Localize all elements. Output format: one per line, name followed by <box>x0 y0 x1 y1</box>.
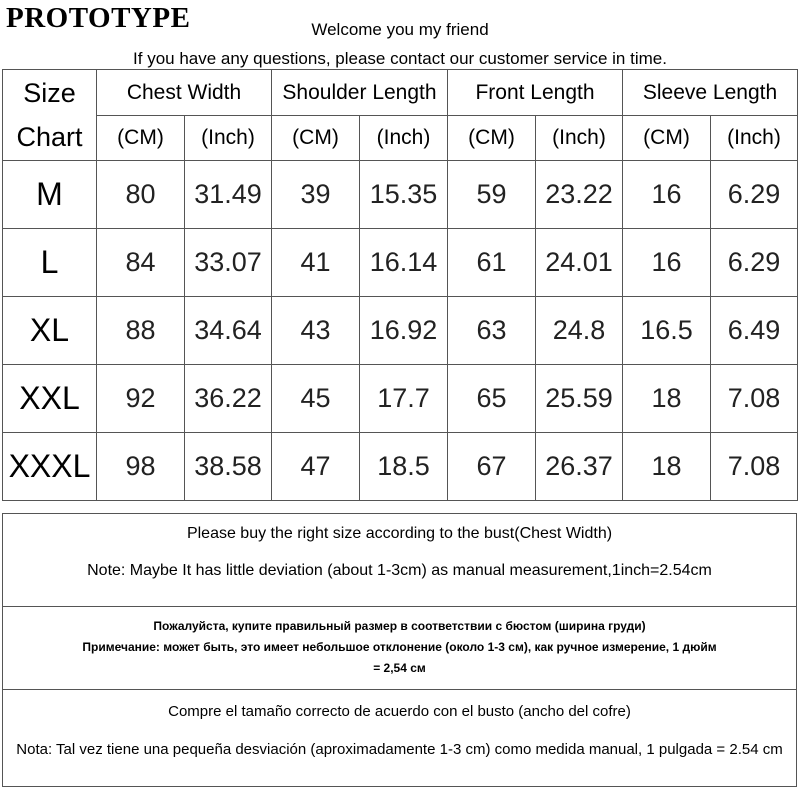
measurement-cell: 17.7 <box>360 365 448 433</box>
unit-inch: (Inch) <box>185 116 272 161</box>
size-label: XXL <box>3 365 97 433</box>
note-russian-line2: Примечание: может быть, это имеет небольшое отклонение (около 1-3 см), как ручное измерение, 1 дюйм <box>82 640 717 654</box>
unit-cm: (CM) <box>623 116 711 161</box>
measurement-cell: 18 <box>623 365 711 433</box>
note-english-line1: Please buy the right size according to the bust(Chest Width) <box>186 525 613 542</box>
measurement-cell: 92 <box>97 365 185 433</box>
measurement-cell: 63 <box>448 297 536 365</box>
measurement-cell: 84 <box>97 229 185 297</box>
table-row <box>3 297 798 365</box>
measurement-cell: 18 <box>623 433 711 501</box>
size-chart-table <box>2 69 798 501</box>
measurement-cell: 43 <box>272 297 360 365</box>
header-row-units <box>3 116 798 161</box>
note-spanish-line1: Compre el tamaño correcto de acuerdo con el busto (ancho del cofre) <box>168 703 631 720</box>
welcome-text: Welcome you my friend <box>311 20 489 39</box>
unit-cm: (CM) <box>272 116 360 161</box>
measurement-cell: 88 <box>97 297 185 365</box>
notes-russian <box>3 606 796 689</box>
notes-box <box>2 513 797 787</box>
measurement-cell: 41 <box>272 229 360 297</box>
measurement-cell: 25.59 <box>536 365 623 433</box>
size-label: L <box>3 229 97 297</box>
note-english-line2: Note: Maybe It has little deviation (about 1-3cm) as manual measurement,1inch=2.54cm <box>87 562 712 579</box>
note-spanish-line2: Nota: Tal vez tiene una pequeña desviación (aproximadamente 1-3 cm) como medida manual, 1 pulgada = 2.54 cm <box>16 741 783 758</box>
measurement-cell: 15.35 <box>360 161 448 229</box>
header-sleeve-length: Sleeve Length <box>623 70 798 116</box>
unit-inch: (Inch) <box>711 116 798 161</box>
measurement-cell: 65 <box>448 365 536 433</box>
measurement-cell: 98 <box>97 433 185 501</box>
measurement-cell: 45 <box>272 365 360 433</box>
measurement-cell: 36.22 <box>185 365 272 433</box>
header-front-length: Front Length <box>448 70 623 116</box>
unit-inch: (Inch) <box>360 116 448 161</box>
size-chart-body <box>3 161 798 501</box>
table-row <box>3 229 798 297</box>
measurement-cell: 26.37 <box>536 433 623 501</box>
measurement-cell: 47 <box>272 433 360 501</box>
header-row-groups <box>3 70 798 116</box>
notes-english <box>3 514 796 606</box>
measurement-cell: 38.58 <box>185 433 272 501</box>
size-chart-corner <box>3 70 97 161</box>
measurement-cell: 34.64 <box>185 297 272 365</box>
measurement-cell: 6.29 <box>711 229 798 297</box>
measurement-cell: 6.29 <box>711 161 798 229</box>
measurement-cell: 7.08 <box>711 365 798 433</box>
measurement-cell: 67 <box>448 433 536 501</box>
measurement-cell: 6.49 <box>711 297 798 365</box>
corner-line-size: Size <box>23 78 76 108</box>
note-russian-line3: = 2,54 см <box>373 661 426 675</box>
measurement-cell: 7.08 <box>711 433 798 501</box>
measurement-cell: 18.5 <box>360 433 448 501</box>
table-row <box>3 433 798 501</box>
measurement-cell: 61 <box>448 229 536 297</box>
measurement-cell: 39 <box>272 161 360 229</box>
measurement-cell: 31.49 <box>185 161 272 229</box>
note-russian-line1: Пожалуйста, купите правильный размер в соответствии с бюстом (ширина груди) <box>153 619 646 633</box>
measurement-cell: 59 <box>448 161 536 229</box>
table-row <box>3 161 798 229</box>
unit-cm: (CM) <box>97 116 185 161</box>
measurement-cell: 16.5 <box>623 297 711 365</box>
measurement-cell: 16.92 <box>360 297 448 365</box>
measurement-cell: 16.14 <box>360 229 448 297</box>
contact-text: If you have any questions, please contact our customer service in time. <box>133 49 667 68</box>
measurement-cell: 80 <box>97 161 185 229</box>
notes-spanish <box>3 689 796 786</box>
size-label: XL <box>3 297 97 365</box>
measurement-cell: 24.8 <box>536 297 623 365</box>
header-shoulder-length: Shoulder Length <box>272 70 448 116</box>
header-chest-width: Chest Width <box>97 70 272 116</box>
corner-line-chart: Chart <box>16 122 83 152</box>
unit-cm: (CM) <box>448 116 536 161</box>
measurement-cell: 33.07 <box>185 229 272 297</box>
measurement-cell: 24.01 <box>536 229 623 297</box>
measurement-cell: 16 <box>623 229 711 297</box>
size-label: M <box>3 161 97 229</box>
table-row <box>3 365 798 433</box>
size-label: XXXL <box>3 433 97 501</box>
measurement-cell: 16 <box>623 161 711 229</box>
unit-inch: (Inch) <box>536 116 623 161</box>
measurement-cell: 23.22 <box>536 161 623 229</box>
brand-logo-text: PROTOTYPE <box>6 2 191 34</box>
